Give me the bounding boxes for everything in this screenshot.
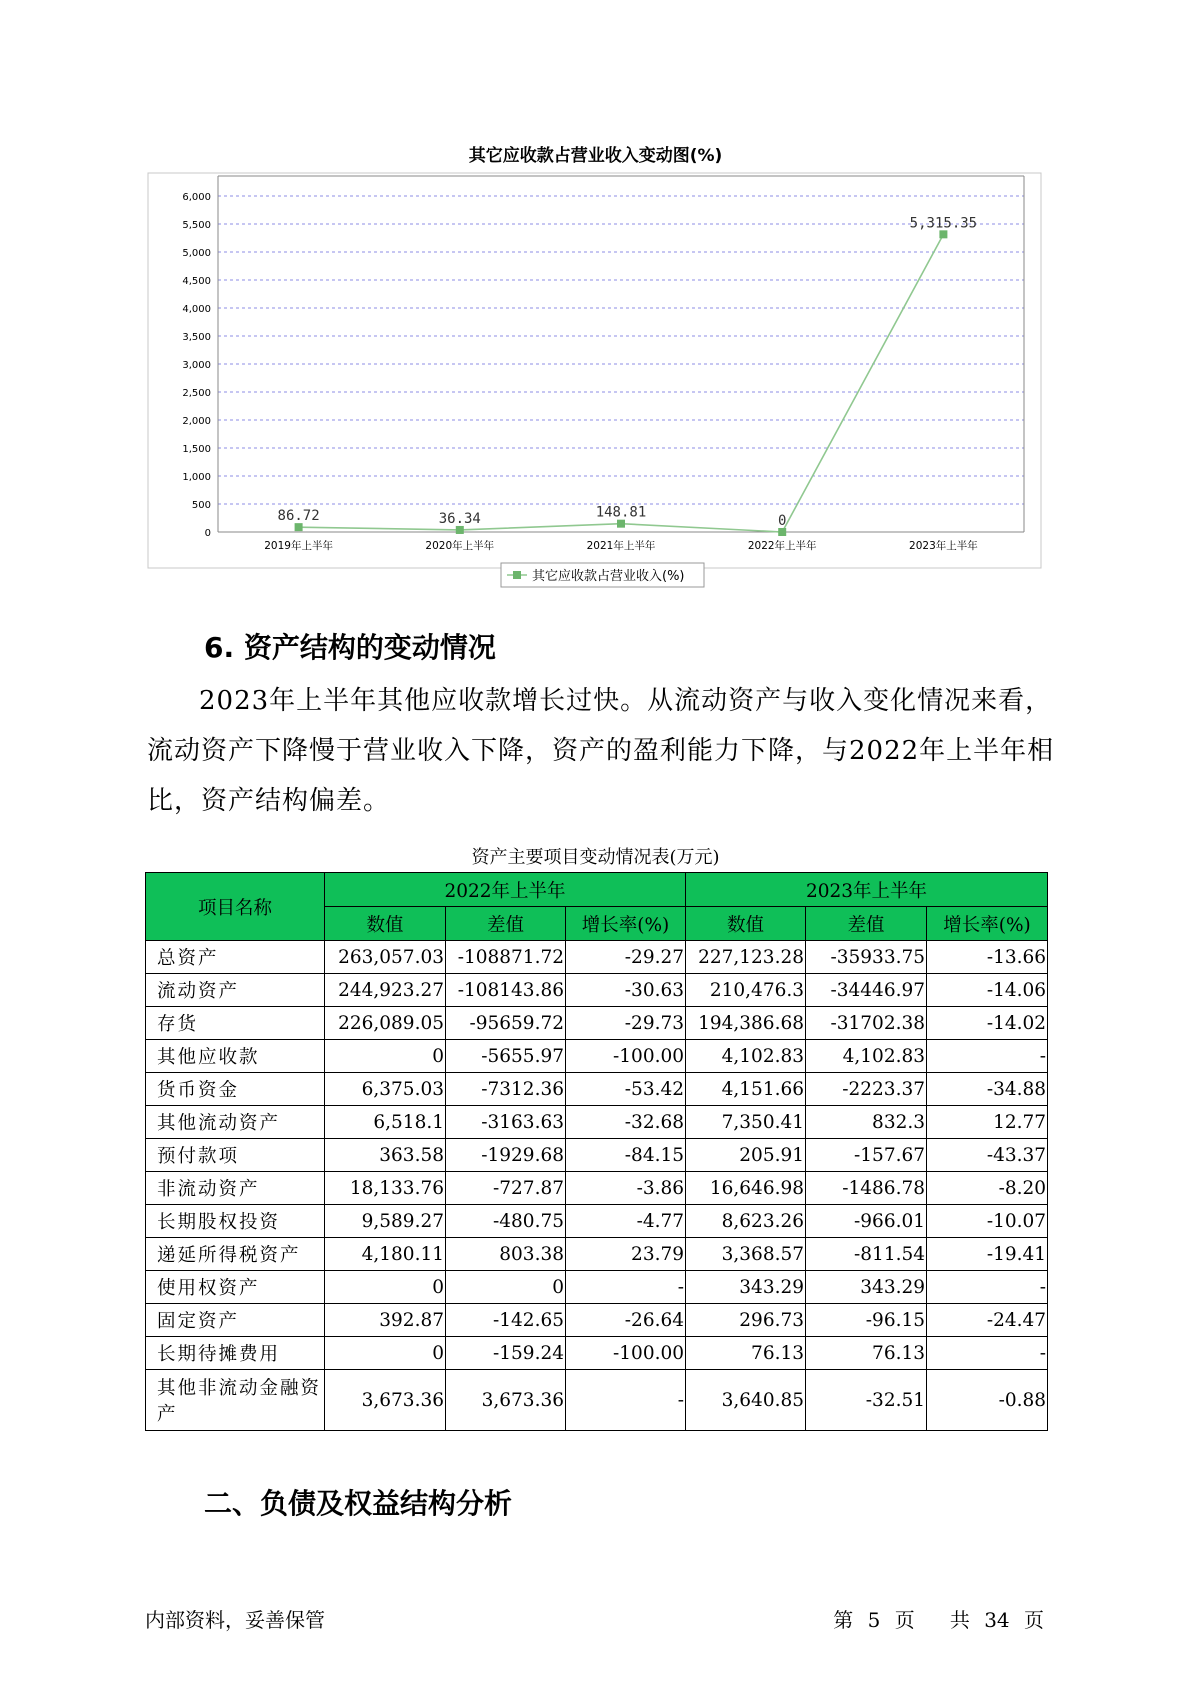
table-cell: -35933.75 — [806, 941, 927, 974]
table-cell: 263,057.03 — [325, 941, 446, 974]
table-row — [146, 1337, 1048, 1370]
row-item-name: 非流动资产 — [146, 1172, 325, 1205]
total-prefix: 共 — [949, 1608, 970, 1632]
header-period-2022: 2022年上半年 — [325, 873, 686, 907]
table-cell: -2223.37 — [806, 1073, 927, 1106]
table-cell: 296.73 — [686, 1304, 806, 1337]
row-item-name: 货币资金 — [146, 1073, 325, 1106]
table-cell: 832.3 — [806, 1106, 927, 1139]
y-tick-label: 0 — [204, 528, 211, 539]
data-label: 0 — [777, 513, 787, 529]
table-cell: -96.15 — [806, 1304, 927, 1337]
y-tick-label: 1,500 — [182, 444, 211, 455]
header-item-name: 项目名称 — [146, 873, 325, 941]
table-cell: -29.27 — [566, 941, 686, 974]
table-caption: 资产主要项目变动情况表(万元) — [471, 847, 720, 868]
row-item-name: 固定资产 — [146, 1304, 325, 1337]
section2-heading: 二、负债及权益结构分析 — [204, 1487, 513, 1520]
subheader-growth: 增长率(%) — [927, 907, 1048, 941]
row-item-name: 长期股权投资 — [146, 1205, 325, 1238]
table-body — [146, 941, 1048, 1431]
table-cell: 205.91 — [686, 1139, 806, 1172]
table-cell: -32.51 — [806, 1370, 927, 1431]
table-cell: - — [566, 1370, 686, 1431]
table-cell: -480.75 — [446, 1205, 566, 1238]
page-unit: 页 — [894, 1608, 915, 1632]
table-cell: 226,089.05 — [325, 1007, 446, 1040]
body-paragraph: 2023年上半年其他应收款增长过快。从流动资产与收入变化情况来看，流动资产下降慢于营业收入下降，资产的盈利能力下降，与2022年上半年相比，资产结构偏差。 — [147, 686, 1055, 816]
table-cell: 392.87 — [325, 1304, 446, 1337]
table-cell: 4,102.83 — [686, 1040, 806, 1073]
x-tick-label: 2020年上半年 — [425, 540, 495, 552]
y-tick-label: 1,000 — [182, 472, 211, 483]
x-tick-label: 2019年上半年 — [264, 540, 333, 552]
table-cell: -10.07 — [927, 1205, 1048, 1238]
table-cell: -3163.63 — [446, 1106, 566, 1139]
table-row — [146, 1106, 1048, 1139]
table-cell: -32.68 — [566, 1106, 686, 1139]
y-tick-label: 500 — [191, 500, 211, 511]
table-cell: 0 — [325, 1337, 446, 1370]
table-cell: 3,368.57 — [686, 1238, 806, 1271]
y-tick-label: 4,500 — [182, 276, 211, 287]
subheader-value: 数值 — [325, 907, 446, 941]
x-tick-label: 2021年上半年 — [586, 540, 656, 552]
table-cell: -30.63 — [566, 974, 686, 1007]
table-cell: 16,646.98 — [686, 1172, 806, 1205]
table-cell: -1486.78 — [806, 1172, 927, 1205]
table-cell: -14.06 — [927, 974, 1048, 1007]
table-cell: -157.67 — [806, 1139, 927, 1172]
table-cell: -95659.72 — [446, 1007, 566, 1040]
table-cell: 210,476.3 — [686, 974, 806, 1007]
table-cell: -13.66 — [927, 941, 1048, 974]
y-tick-label: 5,000 — [182, 248, 211, 259]
total-pages: 34 — [984, 1608, 1010, 1632]
table-cell: -84.15 — [566, 1139, 686, 1172]
data-point — [778, 528, 786, 536]
table-row — [146, 1238, 1048, 1271]
table-cell: - — [927, 1040, 1048, 1073]
header-period-2023: 2023年上半年 — [686, 873, 1048, 907]
table-cell: 194,386.68 — [686, 1007, 806, 1040]
legend-marker — [513, 571, 521, 579]
table-cell: -1929.68 — [446, 1139, 566, 1172]
table-cell: 4,180.11 — [325, 1238, 446, 1271]
subheader-value: 数值 — [686, 907, 806, 941]
table-cell: -3.86 — [566, 1172, 686, 1205]
y-tick-label: 2,500 — [182, 388, 211, 399]
table-cell: 0 — [446, 1271, 566, 1304]
table-row — [146, 1205, 1048, 1238]
data-label: 148.81 — [595, 504, 647, 521]
table-cell: 76.13 — [806, 1337, 927, 1370]
table-cell: -4.77 — [566, 1205, 686, 1238]
table-cell: -43.37 — [927, 1139, 1048, 1172]
table-row — [146, 1040, 1048, 1073]
table-cell: 18,133.76 — [325, 1172, 446, 1205]
table-cell: 244,923.27 — [325, 974, 446, 1007]
section-heading: 6. 资产结构的变动情况 — [204, 631, 496, 664]
table-cell: -100.00 — [566, 1337, 686, 1370]
chart-title: 其它应收款占营业收入变动图(%) — [468, 146, 723, 166]
table-cell: 12.77 — [927, 1106, 1048, 1139]
table-cell: - — [927, 1337, 1048, 1370]
table-cell: 227,123.28 — [686, 941, 806, 974]
table-cell: -26.64 — [566, 1304, 686, 1337]
y-tick-label: 3,000 — [182, 360, 211, 371]
table-cell: 7,350.41 — [686, 1106, 806, 1139]
table-row — [146, 1007, 1048, 1040]
table-cell: -966.01 — [806, 1205, 927, 1238]
asset-change-table — [145, 872, 1048, 1431]
y-tick-label: 4,000 — [182, 304, 211, 315]
table-cell: -108871.72 — [446, 941, 566, 974]
table-cell: -14.02 — [927, 1007, 1048, 1040]
table-cell: - — [927, 1271, 1048, 1304]
table-cell: 0 — [325, 1040, 446, 1073]
table-cell: -811.54 — [806, 1238, 927, 1271]
x-tick-label: 2022年上半年 — [747, 540, 817, 552]
table-cell: -5655.97 — [446, 1040, 566, 1073]
table-cell: 803.38 — [446, 1238, 566, 1271]
page-number: 5 — [867, 1608, 881, 1632]
table-cell: 343.29 — [686, 1271, 806, 1304]
table-row — [146, 1370, 1048, 1431]
table-cell: -53.42 — [566, 1073, 686, 1106]
row-item-name: 其他非流动金融资产 — [146, 1370, 325, 1431]
table-cell: 3,673.36 — [325, 1370, 446, 1431]
line-chart — [0, 0, 1191, 600]
table-row — [146, 1073, 1048, 1106]
table-row — [146, 974, 1048, 1007]
subheader-growth: 增长率(%) — [566, 907, 686, 941]
table-cell: -29.73 — [566, 1007, 686, 1040]
table-cell: 3,640.85 — [686, 1370, 806, 1431]
table-cell: 9,589.27 — [325, 1205, 446, 1238]
row-item-name: 预付款项 — [146, 1139, 325, 1172]
table-cell: 6,375.03 — [325, 1073, 446, 1106]
table-cell: -159.24 — [446, 1337, 566, 1370]
table-cell: 363.58 — [325, 1139, 446, 1172]
table-row — [146, 1304, 1048, 1337]
data-point — [617, 520, 625, 528]
table-cell: -8.20 — [927, 1172, 1048, 1205]
row-item-name: 长期待摊费用 — [146, 1337, 325, 1370]
subheader-diff: 差值 — [806, 907, 927, 941]
table-row — [146, 1172, 1048, 1205]
table-cell: -34446.97 — [806, 974, 927, 1007]
table-cell: -100.00 — [566, 1040, 686, 1073]
row-item-name: 总资产 — [146, 941, 325, 974]
page-prefix: 第 — [833, 1608, 854, 1632]
table-cell: 343.29 — [806, 1271, 927, 1304]
table-cell: 4,151.66 — [686, 1073, 806, 1106]
table-row — [146, 1271, 1048, 1304]
table-cell: -19.41 — [927, 1238, 1048, 1271]
table-cell: -34.88 — [927, 1073, 1048, 1106]
row-item-name: 其他流动资产 — [146, 1106, 325, 1139]
table-cell: 0 — [325, 1271, 446, 1304]
row-item-name: 其他应收款 — [146, 1040, 325, 1073]
table-cell: -142.65 — [446, 1304, 566, 1337]
table-cell: 8,623.26 — [686, 1205, 806, 1238]
table-cell: -31702.38 — [806, 1007, 927, 1040]
row-item-name: 递延所得税资产 — [146, 1238, 325, 1271]
y-tick-label: 2,000 — [182, 416, 211, 427]
table-cell: 23.79 — [566, 1238, 686, 1271]
y-tick-label: 6,000 — [182, 192, 211, 203]
data-label: 86.72 — [277, 508, 320, 525]
data-point — [939, 230, 947, 238]
table-row — [146, 941, 1048, 974]
table-cell: -24.47 — [927, 1304, 1048, 1337]
data-point — [295, 523, 303, 531]
table-cell: 76.13 — [686, 1337, 806, 1370]
footer-page-info — [831, 1604, 1046, 1633]
table-cell: 4,102.83 — [806, 1040, 927, 1073]
table-cell: -0.88 — [927, 1370, 1048, 1431]
footer-note: 内部资料，妥善保管 — [145, 1608, 325, 1632]
data-point — [456, 526, 464, 534]
row-item-name: 存货 — [146, 1007, 325, 1040]
y-tick-label: 3,500 — [182, 332, 211, 343]
table-row — [146, 1139, 1048, 1172]
total-unit: 页 — [1024, 1608, 1044, 1632]
row-item-name: 使用权资产 — [146, 1271, 325, 1304]
legend-entry: 其它应收款占营业收入(%) — [532, 569, 685, 584]
table-cell: 6,518.1 — [325, 1106, 446, 1139]
table-cell: -108143.86 — [446, 974, 566, 1007]
subheader-diff: 差值 — [446, 907, 566, 941]
table-cell: - — [566, 1271, 686, 1304]
table-cell: -7312.36 — [446, 1073, 566, 1106]
data-label: 36.34 — [438, 510, 481, 527]
table-cell: 3,673.36 — [446, 1370, 566, 1431]
y-tick-label: 5,500 — [182, 220, 211, 231]
x-tick-label: 2023年上半年 — [909, 540, 978, 552]
series-line — [299, 234, 944, 532]
row-item-name: 流动资产 — [146, 974, 325, 1007]
data-label: 5,315.35 — [909, 215, 978, 232]
table-cell: -727.87 — [446, 1172, 566, 1205]
